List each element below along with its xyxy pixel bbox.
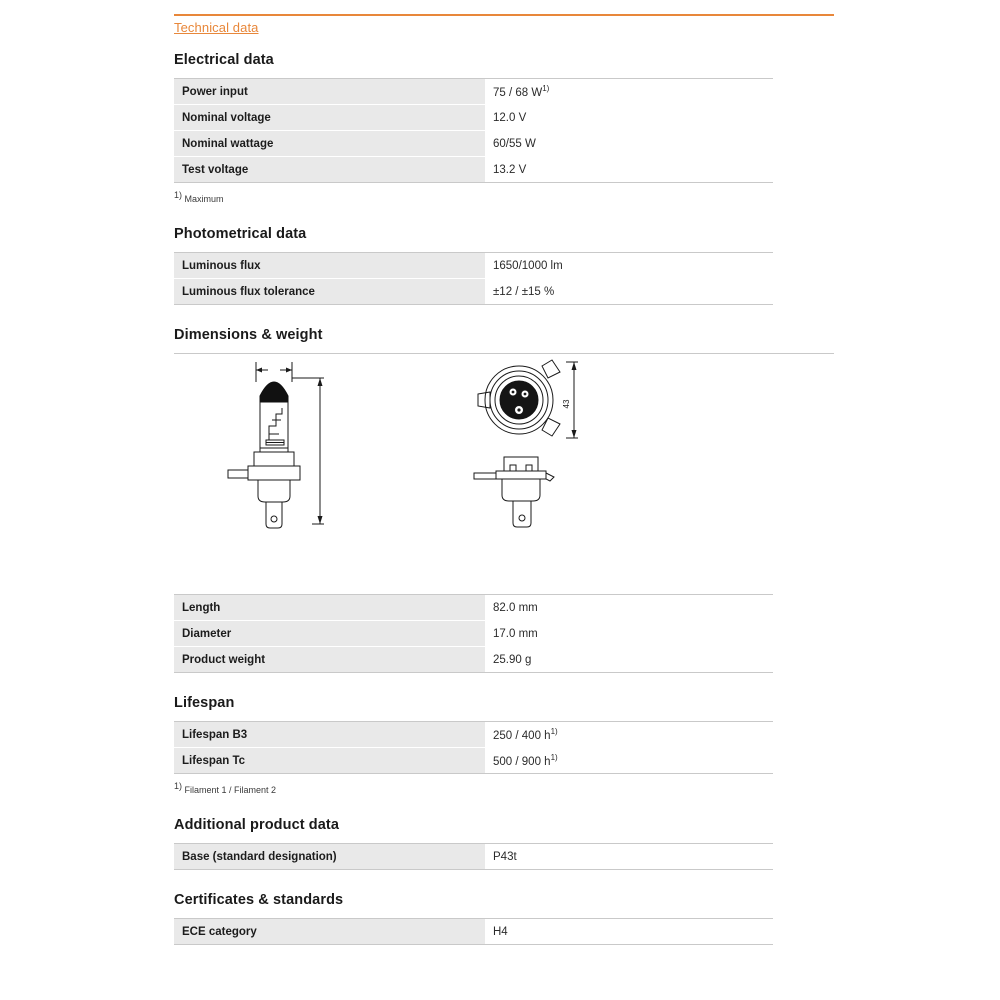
table-row (174, 131, 773, 157)
row-label: Nominal voltage (174, 105, 485, 131)
table-certificates-standards (174, 918, 773, 945)
row-label: Diameter (174, 621, 485, 647)
row-value: P43t (485, 844, 773, 870)
table-photometrical-data (174, 252, 773, 305)
section-dimensions-weight (174, 327, 834, 673)
row-label: Base (standard designation) (174, 844, 485, 870)
row-value: ±12 / ±15 % (485, 279, 773, 305)
row-label: ECE category (174, 919, 485, 945)
footnote-ref: 1) (542, 84, 550, 94)
row-value-text: 250 / 400 h (493, 729, 551, 742)
row-label: Product weight (174, 647, 485, 673)
accent-rule (174, 14, 834, 16)
heading-additional-product-data: Additional product data (174, 817, 340, 833)
row-value (485, 722, 773, 748)
table-row (174, 647, 773, 673)
row-value: 17.0 mm (485, 621, 773, 647)
row-label: Luminous flux tolerance (174, 279, 485, 305)
section-certificates-standards (174, 892, 834, 945)
footnote-ref: 1) (550, 727, 558, 737)
table-row (174, 595, 773, 621)
table-row (174, 919, 773, 945)
row-value: 60/55 W (485, 131, 773, 157)
table-row (174, 105, 773, 131)
footnote-ref: 1) (550, 753, 558, 763)
heading-electrical-data: Electrical data (174, 52, 274, 68)
table-row (174, 279, 773, 305)
row-label: Luminous flux (174, 253, 485, 279)
table-row (174, 621, 773, 647)
row-label: Test voltage (174, 157, 485, 183)
footnote-electrical (174, 190, 834, 204)
footnote-marker: 1) (174, 781, 183, 791)
table-electrical-data (174, 78, 773, 183)
row-label: Power input (174, 79, 485, 105)
section-lifespan (174, 695, 834, 795)
row-value: 12.0 V (485, 105, 773, 131)
row-value (485, 79, 773, 105)
row-value: H4 (485, 919, 773, 945)
product-drawings (174, 354, 834, 594)
footnote-text: Maximum (184, 194, 224, 204)
content-column (174, 52, 834, 951)
table-row (174, 79, 773, 105)
bulb-side-view-diagram (224, 356, 334, 536)
heading-lifespan: Lifespan (174, 695, 235, 711)
row-label: Lifespan B3 (174, 722, 485, 748)
table-row (174, 157, 773, 183)
table-row (174, 748, 773, 774)
table-row (174, 722, 773, 748)
row-label: Length (174, 595, 485, 621)
table-row (174, 844, 773, 870)
technical-data-link[interactable]: Technical data (174, 20, 259, 35)
row-value: 25.90 g (485, 647, 773, 673)
row-value: 82.0 mm (485, 595, 773, 621)
heading-photometrical-data: Photometrical data (174, 226, 307, 242)
table-dimensions-weight (174, 594, 773, 673)
section-additional-product-data (174, 817, 834, 870)
row-label: Lifespan Tc (174, 748, 485, 774)
row-value: 1650/1000 lm (485, 253, 773, 279)
row-value (485, 748, 773, 774)
section-electrical-data (174, 52, 834, 204)
footnote-lifespan (174, 781, 834, 795)
heading-certificates-standards: Certificates & standards (174, 892, 344, 908)
row-value-text: 500 / 900 h (493, 755, 551, 768)
top-view-dimension-label: 43 (562, 399, 571, 409)
row-label: Nominal wattage (174, 131, 485, 157)
footnote-text: Filament 1 / Filament 2 (184, 785, 277, 795)
table-row (174, 253, 773, 279)
row-value-text: 75 / 68 W (493, 86, 543, 99)
table-additional-product-data (174, 843, 773, 870)
footnote-marker: 1) (174, 190, 183, 200)
table-lifespan (174, 721, 773, 774)
heading-dimensions-weight: Dimensions & weight (174, 327, 323, 343)
section-photometrical-data (174, 226, 834, 305)
row-value: 13.2 V (485, 157, 773, 183)
base-top-view-diagram (472, 354, 587, 449)
base-side-view-diagram (472, 449, 572, 534)
